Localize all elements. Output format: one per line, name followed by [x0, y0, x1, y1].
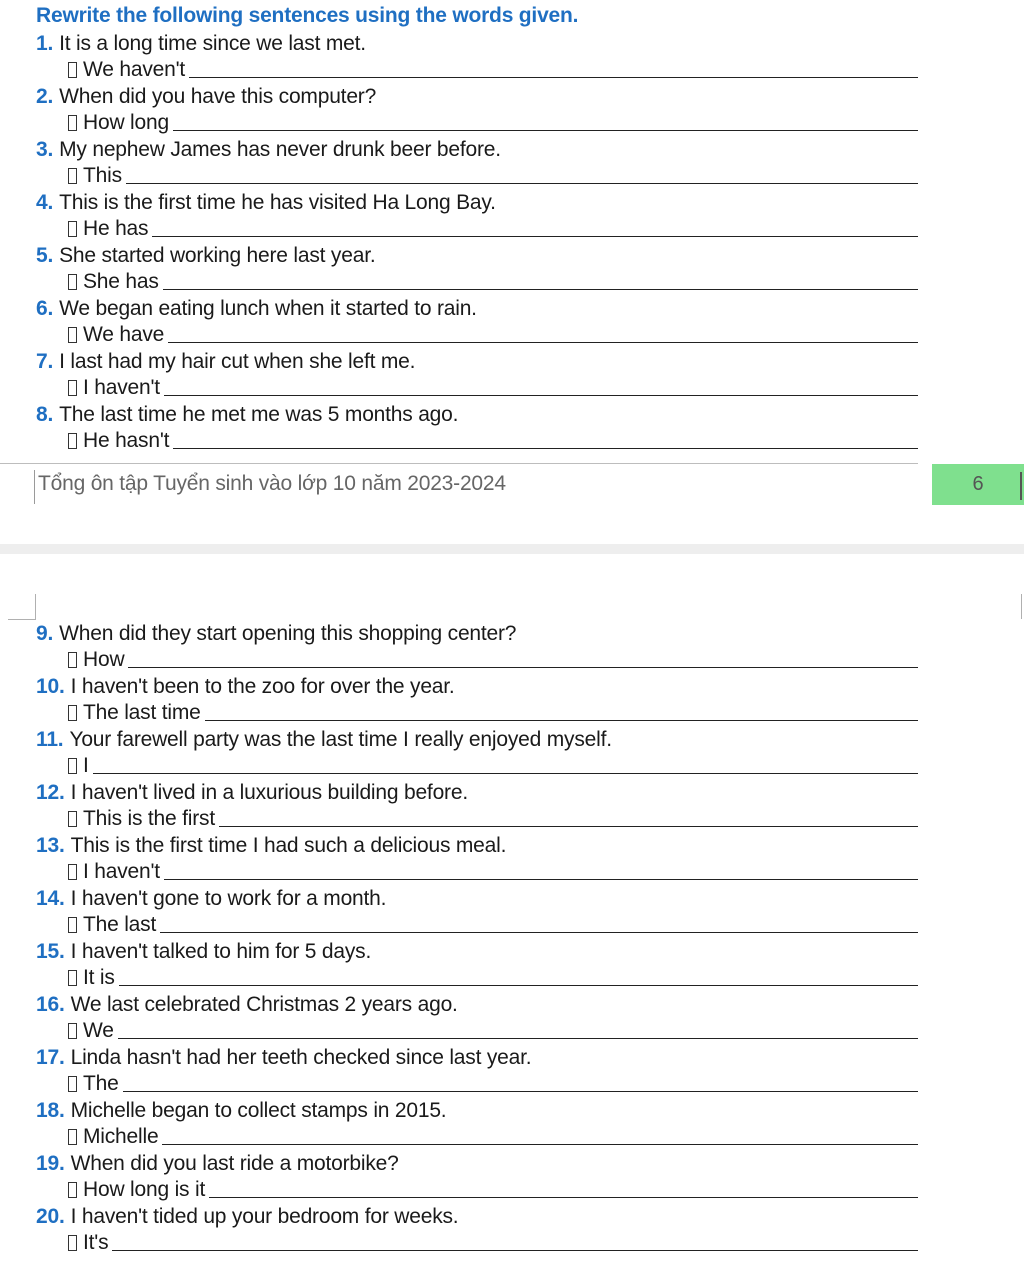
- exercise-item: [0, 885, 1024, 938]
- answer-blank-line[interactable]: [152, 235, 918, 237]
- exercise-item: [0, 348, 1024, 401]
- exercise-question: [36, 991, 458, 1018]
- answer-lead-text: I haven't: [83, 376, 160, 399]
- answer-row: [68, 965, 918, 991]
- question-number: 20.: [36, 1205, 65, 1228]
- answer-blank-line[interactable]: [164, 878, 918, 880]
- answer-row: [68, 110, 918, 136]
- footer-margin-mark: [34, 470, 35, 504]
- answer-lead-text: Michelle: [83, 1125, 159, 1148]
- answer-lead-text: The: [83, 1072, 119, 1095]
- arrow-placeholder-icon: [68, 705, 77, 721]
- arrow-placeholder-icon: [68, 168, 77, 184]
- answer-blank-line[interactable]: [123, 1090, 918, 1092]
- exercise-item: [0, 83, 1024, 136]
- answer-lead-text: The last time: [83, 701, 201, 724]
- answer-blank-line[interactable]: [189, 76, 918, 78]
- answer-row: [68, 1230, 918, 1256]
- question-number: 2.: [36, 85, 54, 108]
- answer-blank-line[interactable]: [205, 719, 918, 721]
- question-text: Your farewell party was the last time I really enjoyed myself.: [69, 728, 612, 751]
- question-text: The last time he met me was 5 months ago.: [59, 403, 459, 426]
- arrow-placeholder-icon: [68, 1076, 77, 1092]
- question-number: 16.: [36, 993, 65, 1016]
- answer-row: [68, 216, 918, 242]
- question-text: This is the first time I had such a delicious meal.: [70, 834, 507, 857]
- question-number: 8.: [36, 403, 54, 426]
- question-number: 17.: [36, 1046, 65, 1069]
- answer-row: [68, 806, 918, 832]
- question-text: My nephew James has never drunk beer before.: [59, 138, 501, 161]
- exercise-item: [0, 673, 1024, 726]
- arrow-placeholder-icon: [68, 811, 77, 827]
- answer-row: [68, 375, 918, 401]
- answer-blank-line[interactable]: [93, 772, 918, 774]
- answer-blank-line[interactable]: [162, 1143, 918, 1145]
- answer-lead-text: How long is it: [83, 1178, 206, 1201]
- exercise-question: [36, 885, 386, 912]
- exercise-question: [36, 673, 455, 700]
- exercise-item: [0, 242, 1024, 295]
- exercise-item: [0, 779, 1024, 832]
- answer-blank-line[interactable]: [118, 1037, 918, 1039]
- answer-lead-text: This is the first: [83, 807, 215, 830]
- question-number: 15.: [36, 940, 65, 963]
- page-number-badge: 6: [932, 464, 1024, 505]
- arrow-placeholder-icon: [68, 864, 77, 880]
- exercise-question: [36, 136, 501, 163]
- exercise-item: [0, 401, 1024, 454]
- answer-row: [68, 163, 918, 189]
- answer-lead-text: I: [83, 754, 89, 777]
- arrow-placeholder-icon: [68, 758, 77, 774]
- margin-corner-mark-left: [35, 594, 36, 619]
- answer-lead-text: She has: [83, 270, 159, 293]
- margin-corner-mark-right: [1021, 594, 1022, 619]
- exercise-question: [36, 726, 612, 753]
- exercise-question: [36, 348, 415, 375]
- question-text: When did you last ride a motorbike?: [70, 1152, 399, 1175]
- answer-row: [68, 1018, 918, 1044]
- page-number-edge-mark: [1020, 472, 1022, 500]
- question-text: I last had my hair cut when she left me.: [59, 350, 416, 373]
- question-text: I haven't tided up your bedroom for weeks.: [70, 1205, 459, 1228]
- exercise-item: [0, 1097, 1024, 1150]
- answer-row: [68, 647, 918, 673]
- arrow-placeholder-icon: [68, 327, 77, 343]
- question-text: Linda hasn't had her teeth checked since last year.: [70, 1046, 532, 1069]
- exercise-question: [36, 401, 458, 428]
- exercise-item: [0, 620, 1024, 673]
- arrow-placeholder-icon: [68, 1023, 77, 1039]
- answer-blank-line[interactable]: [164, 394, 918, 396]
- exercise-question: [36, 295, 477, 322]
- exercise-item: [0, 1150, 1024, 1203]
- question-number: 4.: [36, 191, 54, 214]
- document-page-1: [0, 0, 1024, 544]
- question-number: 1.: [36, 32, 54, 55]
- answer-lead-text: I haven't: [83, 860, 160, 883]
- exercise-item: [0, 832, 1024, 885]
- question-text: When did you have this computer?: [59, 85, 377, 108]
- answer-blank-line[interactable]: [163, 288, 918, 290]
- exercise-question: [36, 189, 496, 216]
- exercise-question: [36, 832, 506, 859]
- answer-blank-line[interactable]: [128, 666, 918, 668]
- answer-lead-text: We haven't: [83, 58, 186, 81]
- answer-blank-line[interactable]: [119, 984, 918, 986]
- exercise-item: [0, 1044, 1024, 1097]
- answer-row: [68, 753, 918, 779]
- exercise-question: [36, 938, 371, 965]
- answer-lead-text: He has: [83, 217, 149, 240]
- question-text: I haven't talked to him for 5 days.: [70, 940, 372, 963]
- exercise-item: [0, 295, 1024, 348]
- exercise-question: [36, 1150, 399, 1177]
- exercise-list-page-1: [0, 30, 1024, 454]
- arrow-placeholder-icon: [68, 1235, 77, 1251]
- answer-lead-text: He hasn't: [83, 429, 170, 452]
- arrow-placeholder-icon: [68, 274, 77, 290]
- exercise-item: [0, 136, 1024, 189]
- answer-blank-line[interactable]: [209, 1196, 918, 1198]
- answer-blank-line[interactable]: [112, 1249, 918, 1251]
- exercise-question: [36, 779, 468, 806]
- arrow-placeholder-icon: [68, 221, 77, 237]
- answer-row: [68, 700, 918, 726]
- answer-blank-line[interactable]: [219, 825, 918, 827]
- arrow-placeholder-icon: [68, 917, 77, 933]
- answer-row: [68, 1177, 918, 1203]
- exercise-item: [0, 30, 1024, 83]
- answer-blank-line[interactable]: [173, 129, 918, 131]
- answer-lead-text: How long: [83, 111, 169, 134]
- exercise-question: [36, 1097, 446, 1124]
- answer-lead-text: It is: [83, 966, 115, 989]
- answer-lead-text: The last: [83, 913, 157, 936]
- question-number: 14.: [36, 887, 65, 910]
- arrow-placeholder-icon: [68, 1182, 77, 1198]
- exercise-item: [0, 189, 1024, 242]
- exercise-heading: Rewrite the following sentences using the words given.: [36, 4, 579, 27]
- question-text: I haven't gone to work for a month.: [70, 887, 387, 910]
- answer-blank-line[interactable]: [168, 341, 918, 343]
- answer-row: [68, 322, 918, 348]
- question-number: 5.: [36, 244, 54, 267]
- exercise-question: [36, 83, 376, 110]
- footer-rule: [0, 463, 918, 464]
- question-text: This is the first time he has visited Ha Long Bay.: [59, 191, 496, 214]
- question-text: We began eating lunch when it started to rain.: [59, 297, 477, 320]
- question-number: 10.: [36, 675, 65, 698]
- answer-lead-text: This: [83, 164, 122, 187]
- page-separator: [0, 544, 1024, 554]
- answer-row: [68, 1124, 918, 1150]
- question-number: 9.: [36, 622, 54, 645]
- question-number: 7.: [36, 350, 54, 373]
- question-number: 3.: [36, 138, 54, 161]
- exercise-question: [36, 30, 366, 57]
- question-text: We last celebrated Christmas 2 years ago.: [70, 993, 458, 1016]
- answer-row: [68, 428, 918, 454]
- arrow-placeholder-icon: [68, 1129, 77, 1145]
- answer-row: [68, 859, 918, 885]
- question-text: I haven't lived in a luxurious building before.: [70, 781, 468, 804]
- answer-row: [68, 912, 918, 938]
- question-text: When did they start opening this shopping center?: [59, 622, 517, 645]
- question-number: 6.: [36, 297, 54, 320]
- answer-blank-line[interactable]: [126, 182, 918, 184]
- arrow-placeholder-icon: [68, 652, 77, 668]
- answer-lead-text: How: [83, 648, 125, 671]
- exercise-item: [0, 726, 1024, 779]
- arrow-placeholder-icon: [68, 380, 77, 396]
- exercise-item: [0, 991, 1024, 1044]
- question-number: 13.: [36, 834, 65, 857]
- exercise-item: [0, 938, 1024, 991]
- question-number: 19.: [36, 1152, 65, 1175]
- question-number: 11.: [36, 728, 64, 751]
- answer-lead-text: We have: [83, 323, 165, 346]
- answer-blank-line[interactable]: [160, 931, 918, 933]
- exercise-question: [36, 1044, 531, 1071]
- answer-blank-line[interactable]: [173, 447, 918, 449]
- question-number: 12.: [36, 781, 65, 804]
- answer-lead-text: It's: [83, 1231, 109, 1254]
- question-text: She started working here last year.: [59, 244, 376, 267]
- exercise-question: [36, 620, 516, 647]
- answer-lead-text: We: [83, 1019, 114, 1042]
- exercise-question: [36, 242, 375, 269]
- arrow-placeholder-icon: [68, 433, 77, 449]
- footer-title: Tổng ôn tập Tuyển sinh vào lớp 10 năm 2023-2024: [38, 472, 506, 495]
- arrow-placeholder-icon: [68, 115, 77, 131]
- exercise-question: [36, 1203, 458, 1230]
- question-text: Michelle began to collect stamps in 2015.: [70, 1099, 447, 1122]
- arrow-placeholder-icon: [68, 970, 77, 986]
- exercise-item: [0, 1203, 1024, 1256]
- answer-row: [68, 1071, 918, 1097]
- question-text: It is a long time since we last met.: [59, 32, 366, 55]
- answer-row: [68, 57, 918, 83]
- exercise-list-page-2: [0, 620, 1024, 1256]
- answer-row: [68, 269, 918, 295]
- question-number: 18.: [36, 1099, 65, 1122]
- arrow-placeholder-icon: [68, 62, 77, 78]
- question-text: I haven't been to the zoo for over the year.: [70, 675, 455, 698]
